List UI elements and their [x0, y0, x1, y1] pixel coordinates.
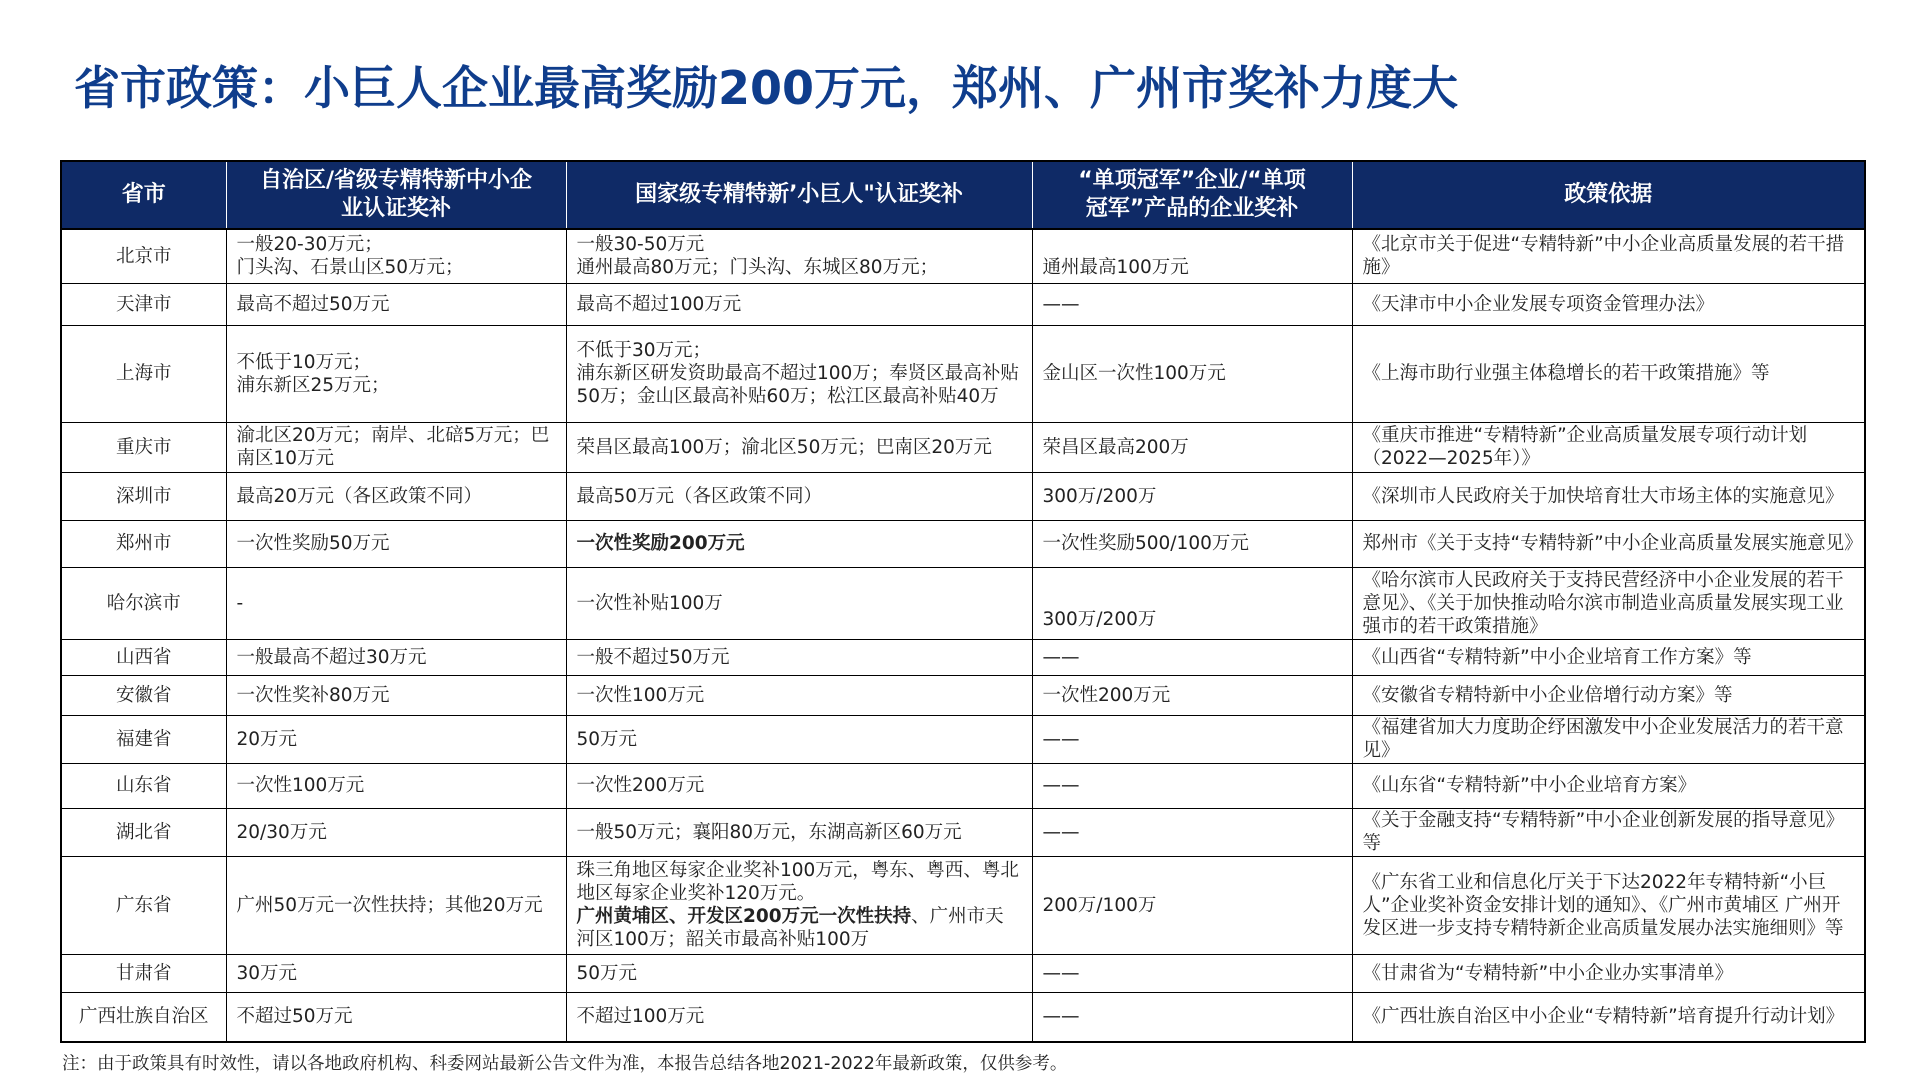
provincial-cell: 20万元 [226, 715, 566, 763]
provincial-cell: 不超过50万元 [226, 992, 566, 1042]
champion-cell: —— [1032, 808, 1352, 856]
provincial-cell: 最高不超过50万元 [226, 283, 566, 325]
policy-table [60, 160, 1866, 1043]
table-row [61, 954, 1865, 992]
header-province: 省市 [61, 161, 226, 229]
header-policy-basis: 政策依据 [1352, 161, 1865, 229]
table-row [61, 715, 1865, 763]
champion-cell: —— [1032, 763, 1352, 808]
table-row [61, 283, 1865, 325]
basis-cell: 郑州市《关于支持“专精特新”中小企业高质量发展实施意见》 [1352, 520, 1865, 567]
champion-cell: 一次性奖励500/100万元 [1032, 520, 1352, 567]
champion-cell: —— [1032, 283, 1352, 325]
basis-cell: 《哈尔滨市人民政府关于支持民营经济中小企业发展的若干意见》、《关于加快推动哈尔滨市制造业高质量发展实现工业强市的若干政策措施》 [1352, 567, 1865, 639]
basis-cell: 《重庆市推进“专精特新”企业高质量发展专项行动计划（2022—2025年）》 [1352, 422, 1865, 472]
champion-cell: —— [1032, 954, 1352, 992]
national-text: 珠三角地区每家企业奖补100万元，粤东、粤西、粤北地区每家企业奖补120万元。 [576, 860, 1019, 904]
national-cell: 一次性奖励200万元 [566, 520, 1032, 567]
table-row [61, 325, 1865, 422]
header-champion-award: “单项冠军”企业/“单项 冠军”产品的企业奖补 [1032, 161, 1352, 229]
national-cell: 一般50万元；襄阳80万元，东湖高新区60万元 [566, 808, 1032, 856]
provincial-cell: 一般20-30万元； 门头沟、石景山区50万元； [226, 229, 566, 283]
champion-cell: —— [1032, 992, 1352, 1042]
table-row [61, 229, 1865, 283]
basis-cell: 《甘肃省为“专精特新”中小企业办实事清单》 [1352, 954, 1865, 992]
national-cell: 不低于30万元； 浦东新区研发资助最高不超过100万；奉贤区最高补贴50万；金山区最高补贴60万；松江区最高补贴40万 [566, 325, 1032, 422]
provincial-cell: 一次性奖励50万元 [226, 520, 566, 567]
province-cell: 山西省 [61, 639, 226, 675]
national-bold-text: 广州黄埔区、开发区200万元一次性扶持 [576, 906, 912, 927]
champion-cell: 300万/200万 [1032, 472, 1352, 520]
province-cell: 安徽省 [61, 675, 226, 715]
table-row [61, 763, 1865, 808]
table-row [61, 639, 1865, 675]
table-row [61, 422, 1865, 472]
national-cell: 不超过100万元 [566, 992, 1032, 1042]
national-cell: 一般30-50万元 通州最高80万元；门头沟、东城区80万元； [566, 229, 1032, 283]
table-row [61, 567, 1865, 639]
provincial-cell: 20/30万元 [226, 808, 566, 856]
table-row [61, 472, 1865, 520]
provincial-cell: 一般最高不超过30万元 [226, 639, 566, 675]
footnote: 注：由于政策具有时效性，请以各地政府机构、科委网站最新公告文件为准，本报告总结各地2021-2022年最新政策，仅供参考。 [62, 1054, 1068, 1074]
province-cell: 广西壮族自治区 [61, 992, 226, 1042]
provincial-cell: 广州50万元一次性扶持；其他20万元 [226, 856, 566, 954]
provincial-cell: 一次性100万元 [226, 763, 566, 808]
provincial-cell: 渝北区20万元；南岸、北碚5万元；巴南区10万元 [226, 422, 566, 472]
province-cell: 深圳市 [61, 472, 226, 520]
province-cell: 郑州市 [61, 520, 226, 567]
province-cell: 甘肃省 [61, 954, 226, 992]
basis-cell: 《山东省“专精特新”中小企业培育方案》 [1352, 763, 1865, 808]
champion-cell: —— [1032, 715, 1352, 763]
table-row [61, 856, 1865, 954]
table-row [61, 992, 1865, 1042]
champion-cell: 一次性200万元 [1032, 675, 1352, 715]
national-text-tail: 、广州市天河区100万；韶关市最高补贴100万 [576, 906, 1004, 950]
champion-cell: 通州最高100万元 [1032, 229, 1352, 283]
table-row [61, 520, 1865, 567]
table-header-row [61, 161, 1865, 229]
basis-cell: 《山西省“专精特新”中小企业培育工作方案》等 [1352, 639, 1865, 675]
basis-cell: 《上海市助行业强主体稳增长的若干政策措施》等 [1352, 325, 1865, 422]
national-cell: 50万元 [566, 954, 1032, 992]
basis-cell: 《天津市中小企业发展专项资金管理办法》 [1352, 283, 1865, 325]
champion-cell: 荣昌区最高200万 [1032, 422, 1352, 472]
champion-cell: —— [1032, 639, 1352, 675]
national-cell: 最高50万元（各区政策不同） [566, 472, 1032, 520]
champion-cell: 300万/200万 [1032, 567, 1352, 639]
table-row [61, 808, 1865, 856]
national-cell: 一次性100万元 [566, 675, 1032, 715]
province-cell: 天津市 [61, 283, 226, 325]
header-national-award: 国家级专精特新’小巨人"认证奖补 [566, 161, 1032, 229]
basis-cell: 《北京市关于促进“专精特新”中小企业高质量发展的若干措施》 [1352, 229, 1865, 283]
national-cell: 一次性补贴100万 [566, 567, 1032, 639]
national-cell: 荣昌区最高100万；渝北区50万元；巴南区20万元 [566, 422, 1032, 472]
province-cell: 上海市 [61, 325, 226, 422]
basis-cell: 《安徽省专精特新中小企业倍增行动方案》等 [1352, 675, 1865, 715]
province-cell: 北京市 [61, 229, 226, 283]
national-cell: 最高不超过100万元 [566, 283, 1032, 325]
champion-cell: 金山区一次性100万元 [1032, 325, 1352, 422]
province-cell: 湖北省 [61, 808, 226, 856]
basis-cell: 《广东省工业和信息化厅关于下达2022年专精特新“小巨人”企业奖补资金安排计划的通知》、《广州市黄埔区 广州开发区进一步支持专精特新企业高质量发展办法实施细则》等 [1352, 856, 1865, 954]
basis-cell: 《广西壮族自治区中小企业“专精特新”培育提升行动计划》 [1352, 992, 1865, 1042]
header-provincial-award: 自治区/省级专精特新中小企 业认证奖补 [226, 161, 566, 229]
province-cell: 重庆市 [61, 422, 226, 472]
table-row [61, 675, 1865, 715]
basis-cell: 《关于金融支持“专精特新”中小企业创新发展的指导意见》等 [1352, 808, 1865, 856]
page-title: 省市政策：小巨人企业最高奖励200万元，郑州、广州市奖补力度大 [74, 61, 1459, 115]
national-cell: 50万元 [566, 715, 1032, 763]
province-cell: 广东省 [61, 856, 226, 954]
basis-cell: 《福建省加大力度助企纾困激发中小企业发展活力的若干意见》 [1352, 715, 1865, 763]
provincial-cell: 一次性奖补80万元 [226, 675, 566, 715]
national-cell: 一般不超过50万元 [566, 639, 1032, 675]
champion-cell: 200万/100万 [1032, 856, 1352, 954]
provincial-cell: 不低于10万元； 浦东新区25万元； [226, 325, 566, 422]
province-cell: 哈尔滨市 [61, 567, 226, 639]
basis-cell: 《深圳市人民政府关于加快培育壮大市场主体的实施意见》 [1352, 472, 1865, 520]
province-cell: 山东省 [61, 763, 226, 808]
provincial-cell: - [226, 567, 566, 639]
national-cell: 一次性200万元 [566, 763, 1032, 808]
provincial-cell: 最高20万元（各区政策不同） [226, 472, 566, 520]
provincial-cell: 30万元 [226, 954, 566, 992]
province-cell: 福建省 [61, 715, 226, 763]
national-cell [566, 856, 1032, 954]
